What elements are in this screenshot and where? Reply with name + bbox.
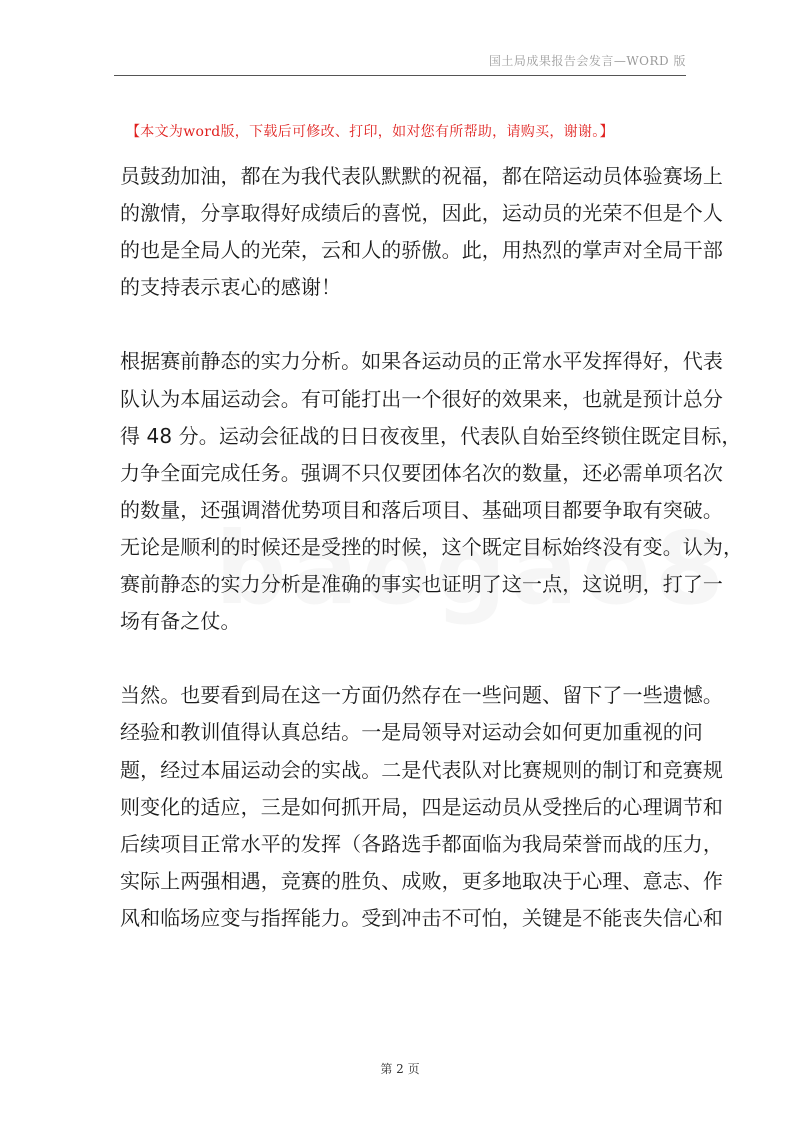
text-line: 经验和教训值得认真总结。一是局领导对运动会如何更加重视的问	[120, 720, 703, 745]
paragraph-spacer	[120, 640, 688, 677]
page-number: 第 2 页	[380, 1062, 420, 1076]
text-line: 场有备之仗。	[120, 609, 241, 634]
text-line: 根据赛前静态的实力分析。如果各运动员的正常水平发挥得好，代表	[120, 349, 723, 374]
text-line: 无论是顺利的时候还是受挫的时候，这个既定目标始终没有变。认为，	[120, 534, 744, 559]
document-header-title: 国土局成果报告会发言—WORD 版	[488, 54, 686, 68]
text-line: 得 48 分。运动会征战的日日夜夜里，代表队自始至终锁住既定目标，	[120, 423, 742, 448]
text-line: 风和临场应变与指挥能力。受到冲击不可怕，关键是不能丧失信心和	[120, 905, 723, 930]
text-line: 员鼓劲加油，都在为我代表队默默的祝福，都在陪运动员体验赛场上	[120, 164, 723, 188]
text-line: 的激情，分享取得好成绩后的喜悦，因此，运动员的光荣不但是个人	[120, 201, 723, 226]
text-line: 的支持表示衷心的感谢！	[120, 275, 342, 300]
header-divider	[114, 75, 686, 76]
text-line: 题，经过本届运动会的实战。二是代表队对比赛规则的制订和竞赛规	[120, 757, 723, 782]
paragraph-2	[120, 343, 744, 640]
text-line: 的也是全局人的光荣，云和人的骄傲。此，用热烈的掌声对全局干部	[120, 238, 723, 263]
document-body	[120, 158, 744, 937]
text-line: 的数量，还强调潜优势项目和落后项目、基础项目都要争取有突破。	[120, 497, 723, 522]
paragraph-1	[120, 158, 723, 306]
text-line: 则变化的适应，三是如何抓开局，四是运动员从受挫后的心理调节和	[120, 794, 723, 819]
text-line: 赛前静态的实力分析是准确的事实也证明了这一点，这说明，打了一	[120, 572, 723, 597]
text-line: 当然。也要看到局在这一方面仍然存在一些问题、留下了一些遗憾。	[120, 683, 723, 708]
text-line: 力争全面完成任务。强调不只仅要团体名次的数量，还必需单项名次	[120, 460, 723, 485]
text-line: 实际上两强相遇，竞赛的胜负、成败，更多地取决于心理、意志、作	[120, 868, 723, 893]
purchase-notice: 【本文为word版，下载后可修改、打印，如对您有所帮助，请购买，谢谢。】	[126, 124, 614, 140]
paragraph-spacer	[120, 306, 688, 343]
text-line: 后续项目正常水平的发挥（各路选手都面临为我局荣誉而战的压力，	[120, 831, 723, 856]
paragraph-3	[120, 677, 723, 937]
text-line: 队认为本届运动会。有可能打出一个很好的效果来，也就是预计总分	[120, 386, 723, 411]
